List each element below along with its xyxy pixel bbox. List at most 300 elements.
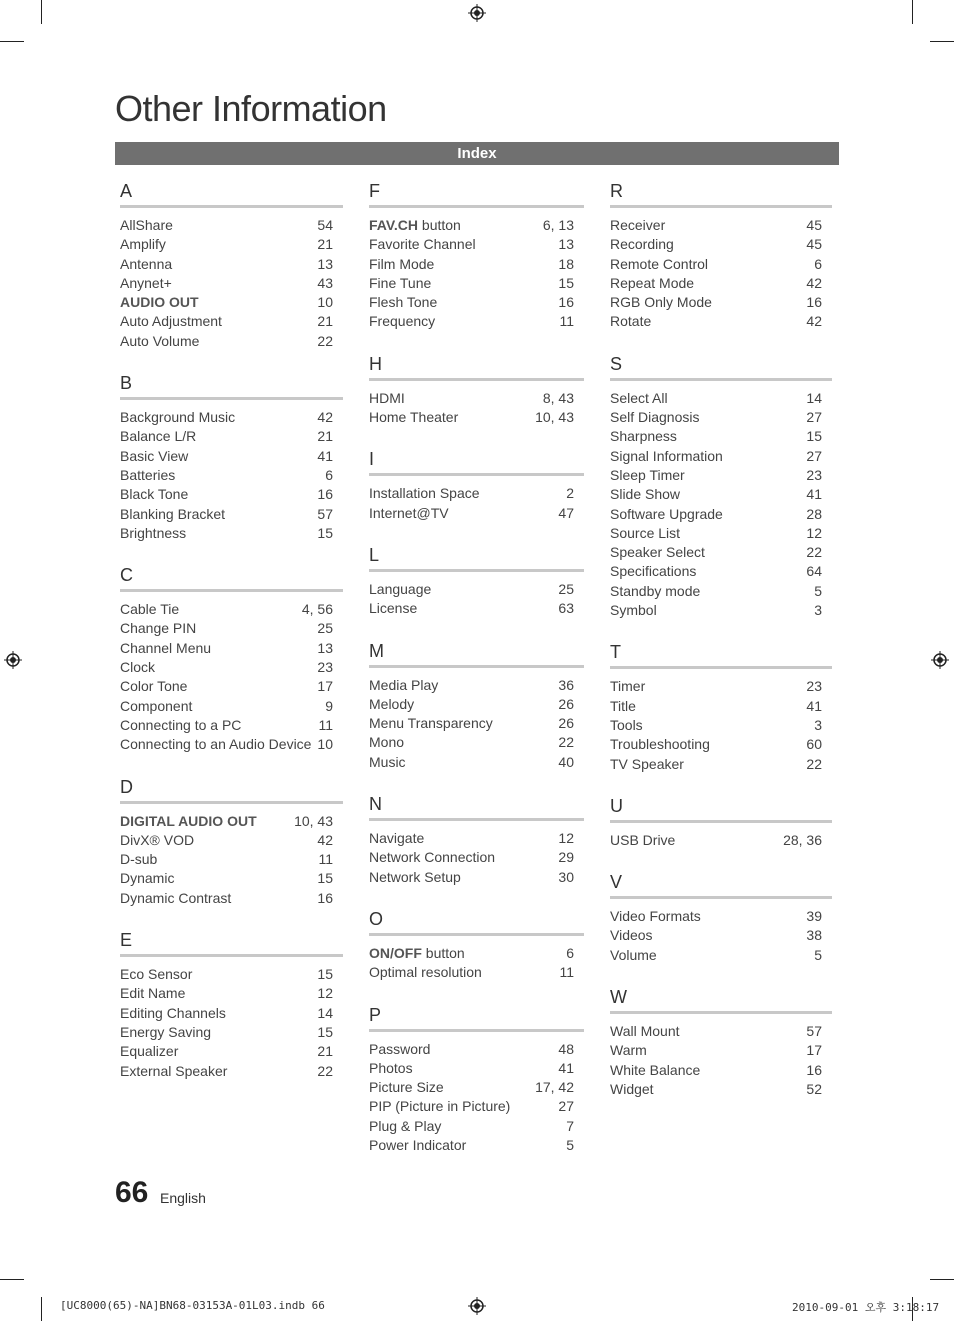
entry-term: License	[369, 600, 418, 617]
index-entry	[120, 697, 343, 716]
index-entry	[610, 505, 832, 524]
entry-pages: 5	[814, 946, 822, 963]
index-entry	[120, 658, 343, 677]
section-letter: O	[369, 906, 584, 936]
index-entry	[369, 235, 584, 254]
index-section-t	[610, 639, 832, 773]
entry-term: Speaker Select	[610, 544, 705, 561]
index-section-l	[369, 542, 584, 619]
index-entry	[610, 255, 832, 274]
index-section-n	[369, 791, 584, 887]
index-entry	[120, 505, 343, 524]
index-section-o	[369, 906, 584, 983]
section-letter: R	[610, 178, 832, 208]
entry-pages: 64	[806, 563, 822, 580]
entry-term: Volume	[610, 946, 657, 963]
entry-pages: 27	[806, 447, 822, 464]
entry-pages: 16	[806, 1061, 822, 1078]
entry-term: Film Mode	[369, 255, 435, 272]
index-entry	[610, 677, 832, 696]
entry-term: Title	[610, 697, 636, 714]
entry-term	[369, 944, 465, 963]
entry-term: Warm	[610, 1042, 647, 1059]
entry-term: Fine Tune	[369, 274, 432, 291]
index-entry	[120, 427, 343, 446]
entry-term: Video Formats	[610, 908, 701, 925]
entry-term: Source List	[610, 524, 681, 541]
print-slug-left: [UC8000(65)-NA]BN68-03153A-01L03.indb 66	[60, 1299, 325, 1312]
entry-term: Black Tone	[120, 486, 189, 503]
index-section-s	[610, 351, 832, 621]
index-entry	[120, 716, 343, 735]
entry-pages: 22	[806, 755, 822, 772]
index-entry	[610, 926, 832, 945]
crop-mark	[0, 41, 24, 42]
entry-pages: 26	[558, 715, 574, 732]
entry-pages: 12	[317, 985, 333, 1002]
section-letter: C	[120, 562, 343, 592]
entry-pages: 17	[317, 678, 333, 695]
index-entry	[610, 274, 832, 293]
section-letter: V	[610, 869, 832, 899]
index-entry	[610, 312, 832, 331]
entry-pages: 21	[317, 428, 333, 445]
index-section-c	[120, 562, 343, 754]
entry-term: Flesh Tone	[369, 294, 438, 311]
entry-term: Photos	[369, 1059, 413, 1076]
entry-pages: 8, 43	[542, 389, 574, 406]
entry-pages: 39	[806, 908, 822, 925]
entry-term: DIGITAL AUDIO OUT	[120, 812, 257, 829]
entry-pages: 42	[317, 409, 333, 426]
index-entry	[120, 332, 343, 351]
page-title: Other Information	[115, 88, 387, 129]
entry-pages: 21	[317, 1043, 333, 1060]
entry-pages: 13	[317, 255, 333, 272]
entry-term-rest: button	[418, 217, 461, 233]
entry-pages: 17	[806, 1042, 822, 1059]
entry-term: RGB Only Mode	[610, 294, 712, 311]
entry-pages: 7	[566, 1117, 574, 1134]
index-entry	[120, 965, 343, 984]
section-letter: U	[610, 793, 832, 823]
entry-pages: 43	[317, 274, 333, 291]
index-entry	[610, 735, 832, 754]
index-entry	[369, 484, 584, 503]
page-number: 66	[115, 1176, 149, 1209]
index-entry	[120, 984, 343, 1003]
index-entry	[369, 1078, 584, 1097]
entry-term: Auto Volume	[120, 332, 200, 349]
entry-pages: 29	[558, 849, 574, 866]
entry-pages: 10	[317, 294, 333, 311]
index-section-i	[369, 446, 584, 523]
crop-mark	[41, 0, 42, 24]
entry-pages: 27	[806, 409, 822, 426]
index-entry	[120, 677, 343, 696]
entry-pages: 48	[558, 1040, 574, 1057]
entry-pages: 23	[806, 466, 822, 483]
entry-term: External Speaker	[120, 1062, 228, 1079]
entry-pages: 45	[806, 217, 822, 233]
index-column-2	[369, 178, 584, 1174]
entry-term: Music	[369, 753, 406, 770]
index-section-h	[369, 351, 584, 428]
index-entry	[610, 447, 832, 466]
index-entry	[120, 408, 343, 427]
entry-term: Widget	[610, 1080, 654, 1097]
entry-term: Component	[120, 697, 193, 714]
index-entry	[369, 312, 584, 331]
index-entry	[369, 504, 584, 523]
entry-term	[369, 216, 461, 235]
entry-pages: 63	[558, 600, 574, 617]
entry-term: Tools	[610, 716, 643, 733]
entry-pages: 22	[558, 734, 574, 751]
entry-pages: 4, 56	[301, 601, 333, 618]
entry-term: Language	[369, 580, 432, 597]
index-entry	[120, 1004, 343, 1023]
entry-pages: 17, 42	[535, 1079, 574, 1096]
index-entry	[369, 1040, 584, 1059]
entry-pages: 5	[566, 1137, 574, 1154]
index-entry	[120, 524, 343, 543]
index-entry	[369, 829, 584, 848]
entry-pages: 27	[558, 1098, 574, 1115]
index-entry	[369, 274, 584, 293]
index-entry	[369, 714, 584, 733]
entry-pages: 26	[558, 695, 574, 712]
entry-pages: 11	[318, 851, 333, 868]
entry-pages: 16	[317, 486, 333, 503]
entry-pages: 21	[317, 236, 333, 253]
index-entry	[369, 1136, 584, 1155]
entry-pages: 10	[317, 736, 333, 753]
index-entry	[120, 831, 343, 850]
entry-term: Brightness	[120, 524, 187, 541]
entry-pages: 11	[559, 313, 574, 330]
index-entry	[610, 1080, 832, 1099]
index-entry	[369, 848, 584, 867]
index-entry	[369, 963, 584, 982]
entry-term: Symbol	[610, 602, 657, 619]
index-section-w	[610, 984, 832, 1099]
entry-term: Self Diagnosis	[610, 409, 700, 426]
registration-mark-icon	[468, 1297, 486, 1315]
entry-term: Optimal resolution	[369, 964, 482, 981]
entry-pages: 12	[558, 830, 574, 847]
index-entry	[610, 543, 832, 562]
section-letter: M	[369, 638, 584, 668]
index-entry	[610, 1041, 832, 1060]
entry-pages: 41	[806, 697, 822, 714]
index-entry	[369, 944, 584, 963]
entry-pages: 40	[558, 753, 574, 770]
index-entry	[120, 485, 343, 504]
entry-term: Change PIN	[120, 620, 197, 637]
entry-pages: 15	[317, 524, 333, 541]
entry-pages: 10, 43	[535, 409, 574, 426]
entry-pages: 11	[318, 716, 333, 733]
entry-term: Repeat Mode	[610, 274, 695, 291]
index-entry	[120, 600, 343, 619]
section-letter: I	[369, 446, 584, 476]
entry-term: Energy Saving	[120, 1023, 212, 1040]
index-entry	[120, 216, 343, 235]
entry-term: Remote Control	[610, 255, 709, 272]
entry-term: Dynamic	[120, 870, 175, 887]
section-letter: H	[369, 351, 584, 381]
section-letter: L	[369, 542, 584, 572]
index-entry	[120, 619, 343, 638]
index-entry	[369, 676, 584, 695]
registration-mark-icon	[4, 651, 22, 669]
index-entry	[610, 1061, 832, 1080]
index-entry	[610, 907, 832, 926]
index-column-1	[120, 178, 343, 1100]
index-entry	[610, 389, 832, 408]
index-section-d	[120, 774, 343, 908]
entry-pages: 6	[566, 944, 574, 961]
registration-mark-icon	[468, 4, 486, 22]
entry-term: Equalizer	[120, 1043, 179, 1060]
section-letter: S	[610, 351, 832, 381]
index-entry	[120, 274, 343, 293]
entry-term: Signal Information	[610, 447, 723, 464]
index-entry	[610, 408, 832, 427]
entry-term: Media Play	[369, 676, 439, 693]
index-entry	[369, 599, 584, 618]
entry-term: Timer	[610, 678, 646, 695]
entry-pages: 30	[558, 868, 574, 885]
entry-term: AllShare	[120, 217, 173, 233]
entry-pages: 15	[806, 428, 822, 445]
entry-term: AUDIO OUT	[120, 294, 199, 311]
entry-term: Standby mode	[610, 582, 701, 599]
entry-term: Plug & Play	[369, 1117, 442, 1134]
entry-term: Internet@TV	[369, 504, 449, 521]
section-letter: A	[120, 178, 343, 208]
entry-pages: 16	[558, 294, 574, 311]
entry-pages: 60	[806, 736, 822, 753]
entry-term: Connecting to a PC	[120, 716, 242, 733]
entry-term: Antenna	[120, 255, 173, 272]
entry-term: Receiver	[610, 217, 666, 233]
index-entry	[610, 293, 832, 312]
entry-pages: 23	[317, 659, 333, 676]
entry-pages: 6	[325, 466, 333, 483]
entry-pages: 13	[558, 236, 574, 253]
entry-term: Network Setup	[369, 868, 461, 885]
entry-pages: 42	[806, 313, 822, 330]
entry-pages: 41	[317, 447, 333, 464]
index-section-e	[120, 927, 343, 1081]
index-entry	[369, 1117, 584, 1136]
entry-pages: 47	[558, 504, 574, 521]
entry-term: Sharpness	[610, 428, 677, 445]
index-section-m	[369, 638, 584, 772]
entry-term: PIP (Picture in Picture)	[369, 1098, 511, 1115]
index-entry	[120, 639, 343, 658]
entry-pages: 42	[806, 274, 822, 291]
index-entry	[120, 812, 343, 831]
entry-term-bold: FAV.CH	[369, 217, 419, 233]
entry-pages: 41	[558, 1059, 574, 1076]
entry-term: Basic View	[120, 447, 189, 464]
entry-term: Wall Mount	[610, 1023, 680, 1040]
index-entry	[369, 216, 584, 235]
entry-term: Power Indicator	[369, 1137, 467, 1154]
entry-term: TV Speaker	[610, 755, 684, 772]
entry-term: White Balance	[610, 1061, 701, 1078]
index-section-r	[610, 178, 832, 332]
entry-term: Connecting to an Audio Device	[120, 736, 312, 753]
entry-term: Favorite Channel	[369, 236, 476, 253]
index-entry	[610, 601, 832, 620]
entry-term: Background Music	[120, 409, 236, 426]
index-entry	[369, 293, 584, 312]
index-entry	[610, 216, 832, 235]
index-entry	[610, 755, 832, 774]
index-entry	[610, 466, 832, 485]
entry-pages: 6	[814, 255, 822, 272]
entry-term: DivX® VOD	[120, 831, 195, 848]
index-entry	[610, 427, 832, 446]
entry-term: Home Theater	[369, 409, 459, 426]
entry-term: Clock	[120, 659, 156, 676]
entry-term: HDMI	[369, 389, 405, 406]
entry-term: Edit Name	[120, 985, 186, 1002]
entry-pages: 52	[806, 1080, 822, 1097]
entry-term: Videos	[610, 927, 653, 944]
entry-term: Mono	[369, 734, 405, 751]
entry-pages: 15	[558, 274, 574, 291]
section-letter: E	[120, 927, 343, 957]
crop-mark	[930, 41, 954, 42]
entry-pages: 36	[558, 676, 574, 693]
entry-term: Specifications	[610, 563, 697, 580]
section-letter: F	[369, 178, 584, 208]
index-entry	[120, 447, 343, 466]
entry-term: Blanking Bracket	[120, 505, 226, 522]
index-entry	[120, 255, 343, 274]
crop-mark	[912, 0, 913, 24]
entry-term: Channel Menu	[120, 639, 212, 656]
index-entry	[120, 1062, 343, 1081]
crop-mark	[41, 1297, 42, 1321]
entry-term: Select All	[610, 389, 668, 406]
entry-term: Amplify	[120, 236, 166, 253]
entry-pages: 15	[317, 1023, 333, 1040]
entry-term: Anynet+	[120, 274, 172, 291]
index-entry	[610, 831, 832, 850]
section-letter: D	[120, 774, 343, 804]
entry-term: Rotate	[610, 313, 652, 330]
index-section-b	[120, 370, 343, 543]
index-entry	[120, 869, 343, 888]
section-letter: P	[369, 1002, 584, 1032]
entry-pages: 22	[317, 332, 333, 349]
entry-pages: 15	[317, 966, 333, 983]
index-entry	[610, 1022, 832, 1041]
index-entry	[610, 582, 832, 601]
entry-pages: 11	[559, 964, 574, 981]
entry-term: Installation Space	[369, 485, 480, 502]
entry-term-bold: ON/OFF	[369, 944, 422, 961]
index-entry	[610, 524, 832, 543]
entry-pages: 2	[566, 485, 574, 502]
index-entry	[610, 716, 832, 735]
index-entry	[369, 408, 584, 427]
page-language: English	[160, 1190, 206, 1206]
entry-term: USB Drive	[610, 831, 676, 848]
entry-term: Menu Transparency	[369, 715, 493, 732]
index-entry	[120, 293, 343, 312]
index-entry	[369, 695, 584, 714]
index-entry	[369, 1097, 584, 1116]
entry-pages: 16	[806, 294, 822, 311]
index-entry	[610, 562, 832, 581]
entry-term: Sleep Timer	[610, 466, 685, 483]
entry-term: Password	[369, 1040, 431, 1057]
index-entry	[369, 389, 584, 408]
entry-term: Navigate	[369, 830, 425, 847]
index-entry	[369, 580, 584, 599]
entry-term: Cable Tie	[120, 601, 180, 618]
entry-term: Frequency	[369, 313, 436, 330]
entry-pages: 42	[317, 831, 333, 848]
section-bar: Index	[115, 142, 839, 165]
entry-pages: 22	[317, 1062, 333, 1079]
index-entry	[120, 735, 343, 754]
index-entry	[120, 312, 343, 331]
entry-pages: 3	[814, 716, 822, 733]
entry-term: Picture Size	[369, 1079, 444, 1096]
registration-mark-icon	[931, 651, 949, 669]
entry-term: Software Upgrade	[610, 505, 723, 522]
entry-pages: 12	[806, 524, 822, 541]
entry-pages: 14	[317, 1004, 333, 1021]
index-section-f	[369, 178, 584, 332]
index-entry	[120, 889, 343, 908]
index-entry	[369, 868, 584, 887]
index-entry	[369, 255, 584, 274]
entry-pages: 6, 13	[542, 217, 574, 233]
index-entry	[610, 235, 832, 254]
index-section-v	[610, 869, 832, 965]
print-slug-right: 2010-09-01 오후 3:18:17	[792, 1301, 940, 1314]
entry-pages: 22	[806, 544, 822, 561]
entry-pages: 54	[317, 217, 333, 233]
index-entry	[120, 235, 343, 254]
index-section-p	[369, 1002, 584, 1156]
index-entry	[369, 733, 584, 752]
index-entry	[369, 1059, 584, 1078]
crop-mark	[930, 1279, 954, 1280]
entry-pages: 23	[806, 678, 822, 695]
entry-pages: 28	[806, 505, 822, 522]
index-entry	[369, 753, 584, 772]
index-entry	[120, 466, 343, 485]
entry-term: Eco Sensor	[120, 966, 193, 983]
entry-term-rest: button	[421, 944, 465, 961]
index-entry	[120, 850, 343, 869]
entry-term: Slide Show	[610, 486, 681, 503]
entry-pages: 13	[317, 639, 333, 656]
entry-term: Balance L/R	[120, 428, 197, 445]
entry-pages: 25	[558, 580, 574, 597]
entry-pages: 10, 43	[294, 812, 333, 829]
